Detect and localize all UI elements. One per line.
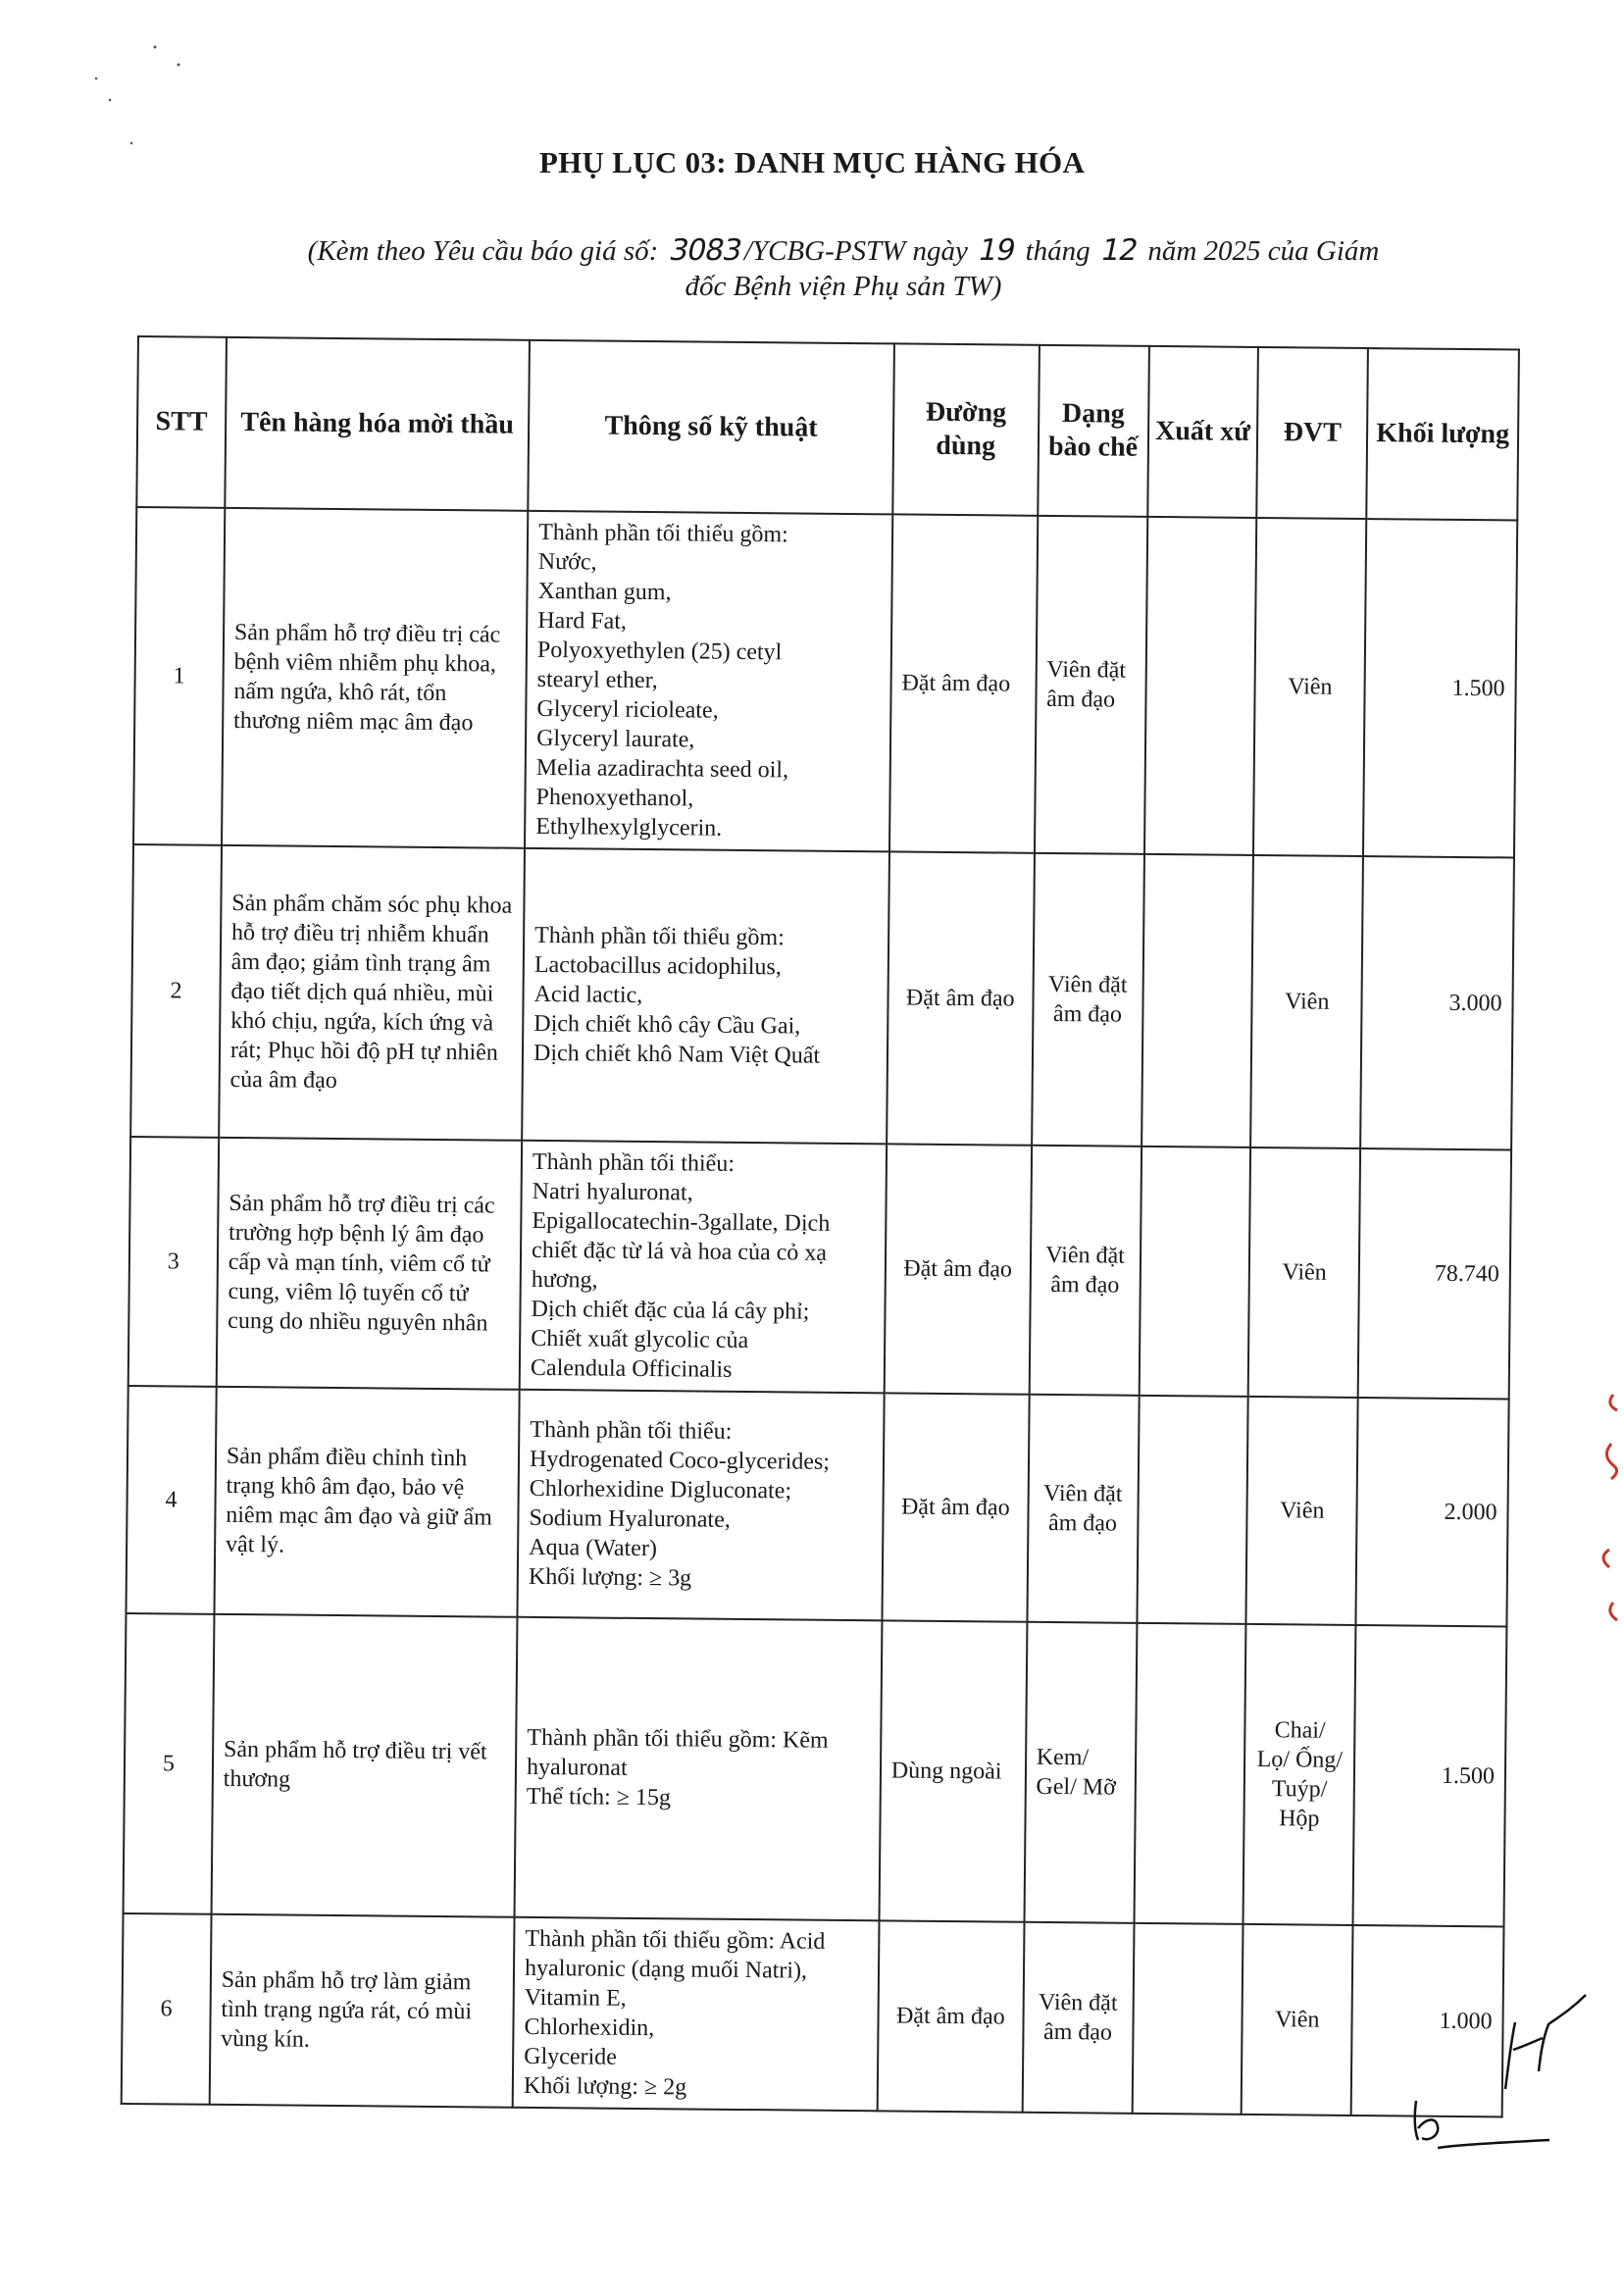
spec-line: Khối lượng: ≥ 3g (528, 1563, 692, 1592)
spec-line: Xanthan gum, (537, 578, 672, 606)
spec-line: Glyceride (524, 2043, 617, 2070)
cell-unit: Viên (1248, 1147, 1360, 1398)
cell-form: Viên đặt âm đạo (1027, 1395, 1139, 1623)
spec-line: Chlorhexidin, (524, 2014, 655, 2042)
document-reference (245, 233, 1442, 304)
cell-route: Đặt âm đạo (889, 514, 1038, 852)
cell-origin (1134, 1623, 1246, 1924)
spec-line: Dịch chiết đặc của lá cây phỉ; (531, 1296, 810, 1325)
cell-unit: Viên (1242, 1924, 1353, 2116)
cell-origin (1142, 854, 1254, 1147)
cell-qty: 1.500 (1363, 519, 1517, 857)
spec-line: hương, (531, 1266, 598, 1294)
spec-line: Vitamin E, (524, 1984, 627, 2012)
spec-line: Chiết xuất glycolic của (531, 1325, 749, 1354)
cell-spec (522, 848, 889, 1145)
spec-line: Phenoxyethanol, (535, 784, 694, 812)
cell-stt: 4 (126, 1386, 216, 1614)
cell-qty: 2.000 (1356, 1398, 1509, 1626)
reference-text-2: /YCBG-PSTW ngày (743, 235, 968, 267)
stamp-edge-marks (1594, 1393, 1623, 1648)
reference-text-line2: đốc Bệnh viện Phụ sản TW) (685, 271, 1002, 302)
spec-line: Glyceryl ricioleate, (536, 695, 719, 724)
spec-line: Ethylhexylglycerin. (535, 813, 723, 841)
handwritten-number: 3083 (665, 233, 744, 268)
header-unit: ĐVT (1257, 347, 1369, 519)
initials-signature-mark (1402, 2089, 1569, 2167)
header-qty: Khối lượng (1366, 348, 1518, 520)
cell-name: Sản phẩm hỗ trợ điều trị các trường hợp bệnh lý âm đạo cấp và mạn tính, viêm cổ tử cung, viêm lộ tuyến cổ tử cung do nhiều nguyên nhân (217, 1138, 523, 1390)
table-row (124, 1613, 1507, 1927)
spec-line: Thành phần tối thiểu gồm: Kẽm (527, 1724, 829, 1754)
cell-unit: Viên (1250, 855, 1363, 1148)
cell-route: Đặt âm đạo (878, 1920, 1025, 2112)
spec-line: Dịch chiết khô cây Cầu Gai, (533, 1010, 801, 1040)
cell-origin (1132, 1923, 1243, 2115)
spec-line: Sodium Hyaluronate, (529, 1504, 731, 1533)
cell-qty: 1.500 (1353, 1625, 1507, 1926)
header-form: Dạng bào chế (1038, 345, 1149, 517)
cell-stt: 6 (122, 1913, 212, 2105)
initials-signature-mark (1496, 1981, 1594, 2099)
spec-line: Thành phần tối thiểu gồm: (534, 922, 785, 951)
spec-line: Dịch chiết khô Nam Việt Quất (533, 1040, 821, 1069)
spec-line: Glyceryl laurate, (536, 725, 695, 753)
cell-qty: 3.000 (1360, 856, 1514, 1149)
cell-spec (520, 1141, 887, 1394)
spec-line: Hard Fat, (537, 607, 628, 635)
spec-line: Calendula Officinalis (530, 1354, 733, 1383)
cell-route: Dùng ngoài (879, 1620, 1027, 1921)
cell-name: Sản phẩm hỗ trợ điều trị vết thương (211, 1614, 517, 1917)
table-row (126, 1386, 1508, 1627)
reference-text-3: tháng (1025, 235, 1091, 267)
cell-route: Đặt âm đạo (882, 1393, 1029, 1621)
cell-unit: Viên (1253, 518, 1366, 856)
spec-line: Lactobacillus acidophilus, (533, 951, 782, 981)
spec-line: Thành phần tối thiểu: (530, 1416, 733, 1445)
header-stt: STT (136, 336, 227, 508)
spec-line: Chlorhexidine Digluconate; (529, 1475, 792, 1504)
reference-text-4: năm 2025 của Giám (1147, 235, 1380, 267)
cell-spec (515, 1617, 883, 1921)
table-header-row (136, 336, 1519, 521)
cell-spec (518, 1390, 885, 1621)
header-route: Đường dùng (892, 343, 1039, 515)
cell-name: Sản phẩm hỗ trợ điều trị các bệnh viêm nhiễm phụ khoa, nấm ngứa, khô rát, tổn thương niêm mạc âm đạo (222, 508, 528, 848)
cell-unit: Chai/ Lọ/ Ống/ Tuýp/ Hộp (1243, 1624, 1356, 1925)
cell-unit: Viên (1246, 1397, 1358, 1625)
cell-name: Sản phẩm hỗ trợ làm giảm tình trạng ngứa rát, có mùi vùng kín. (210, 1914, 515, 2108)
goods-table (121, 335, 1520, 2117)
cell-origin (1137, 1396, 1248, 1624)
header-origin: Xuất xứ (1147, 346, 1258, 518)
spec-line: Aqua (Water) (529, 1534, 658, 1562)
spec-line: Hydrogenated Coco-glycerides; (529, 1446, 831, 1475)
spec-line: hyaluronic (dạng muối Natri), (524, 1955, 808, 1984)
cell-name: Sản phẩm chăm sóc phụ khoa hỗ trợ điều trị nhiễm khuẩn âm đạo; giảm tình trạng âm đạo tiết dịch quá nhiều, mùi khó chịu, ngứa, kích ứng và rát; Phục hồi độ pH tự nhiên của âm đạo (219, 845, 525, 1141)
cell-qty: 78.740 (1358, 1148, 1511, 1399)
cell-form: Viên đặt âm đạo (1035, 516, 1147, 854)
cell-form: Viên đặt âm đạo (1022, 1922, 1134, 2114)
table-row (122, 1913, 1504, 2117)
cell-stt: 3 (128, 1137, 219, 1387)
spec-line: stearyl ether, (536, 666, 658, 694)
spec-line: chiết đặc từ lá và hoa của cỏ xạ (532, 1237, 828, 1266)
cell-qty: 1.000 (1351, 1925, 1504, 2116)
handwritten-month: 12 (1097, 233, 1141, 268)
spec-line: Polyoxyethylen (25) cetyl (536, 637, 783, 666)
spec-line: Thành phần tối thiểu: (532, 1148, 736, 1177)
spec-line: Epigallocatechin-3gallate, Dịch (532, 1207, 831, 1237)
spec-line: Thể tích: ≥ 15g (526, 1783, 672, 1811)
scan-specks (88, 39, 206, 157)
spec-line: Melia azadirachta seed oil, (535, 754, 789, 784)
spec-line: Natri hyaluronat, (532, 1178, 693, 1206)
table-row (130, 844, 1514, 1150)
spec-line: Khối lượng: ≥ 2g (523, 2072, 687, 2101)
table-row (128, 1137, 1511, 1400)
header-spec: Thông số kỹ thuật (528, 340, 893, 515)
spec-line: Nước, (537, 548, 597, 576)
handwritten-day: 19 (975, 233, 1019, 268)
cell-form: Kem/ Gel/ Mỡ (1024, 1622, 1137, 1923)
cell-stt: 1 (133, 507, 225, 845)
header-name: Tên hàng hóa mời thầu (225, 337, 530, 511)
cell-name: Sản phẩm điều chỉnh tình trạng khô âm đạo, bảo vệ niêm mạc âm đạo và giữ ẩm vật lý. (214, 1387, 519, 1617)
cell-form: Viên đặt âm đạo (1029, 1146, 1141, 1396)
spec-line: Thành phần tối thiểu gồm: Acid (525, 1925, 826, 1955)
cell-route: Đặt âm đạo (885, 1144, 1032, 1394)
cell-spec (513, 1917, 880, 2112)
cell-route: Đặt âm đạo (887, 851, 1035, 1145)
cell-spec (525, 511, 892, 852)
page-title: PHỤ LỤC 03: DANH MỤC HÀNG HÓA (538, 145, 1086, 179)
spec-line: hyaluronat (526, 1754, 628, 1781)
cell-form: Viên đặt âm đạo (1032, 853, 1144, 1147)
reference-text-1: (Kèm theo Yêu cầu báo giá số: (307, 235, 659, 267)
spec-line: Acid lactic, (533, 981, 643, 1008)
cell-stt: 5 (124, 1613, 215, 1914)
spec-line: Thành phần tối thiểu gồm: (538, 519, 788, 548)
cell-origin (1139, 1147, 1250, 1397)
table-row (133, 507, 1517, 857)
cell-stt: 2 (130, 844, 222, 1138)
cell-origin (1143, 517, 1256, 855)
